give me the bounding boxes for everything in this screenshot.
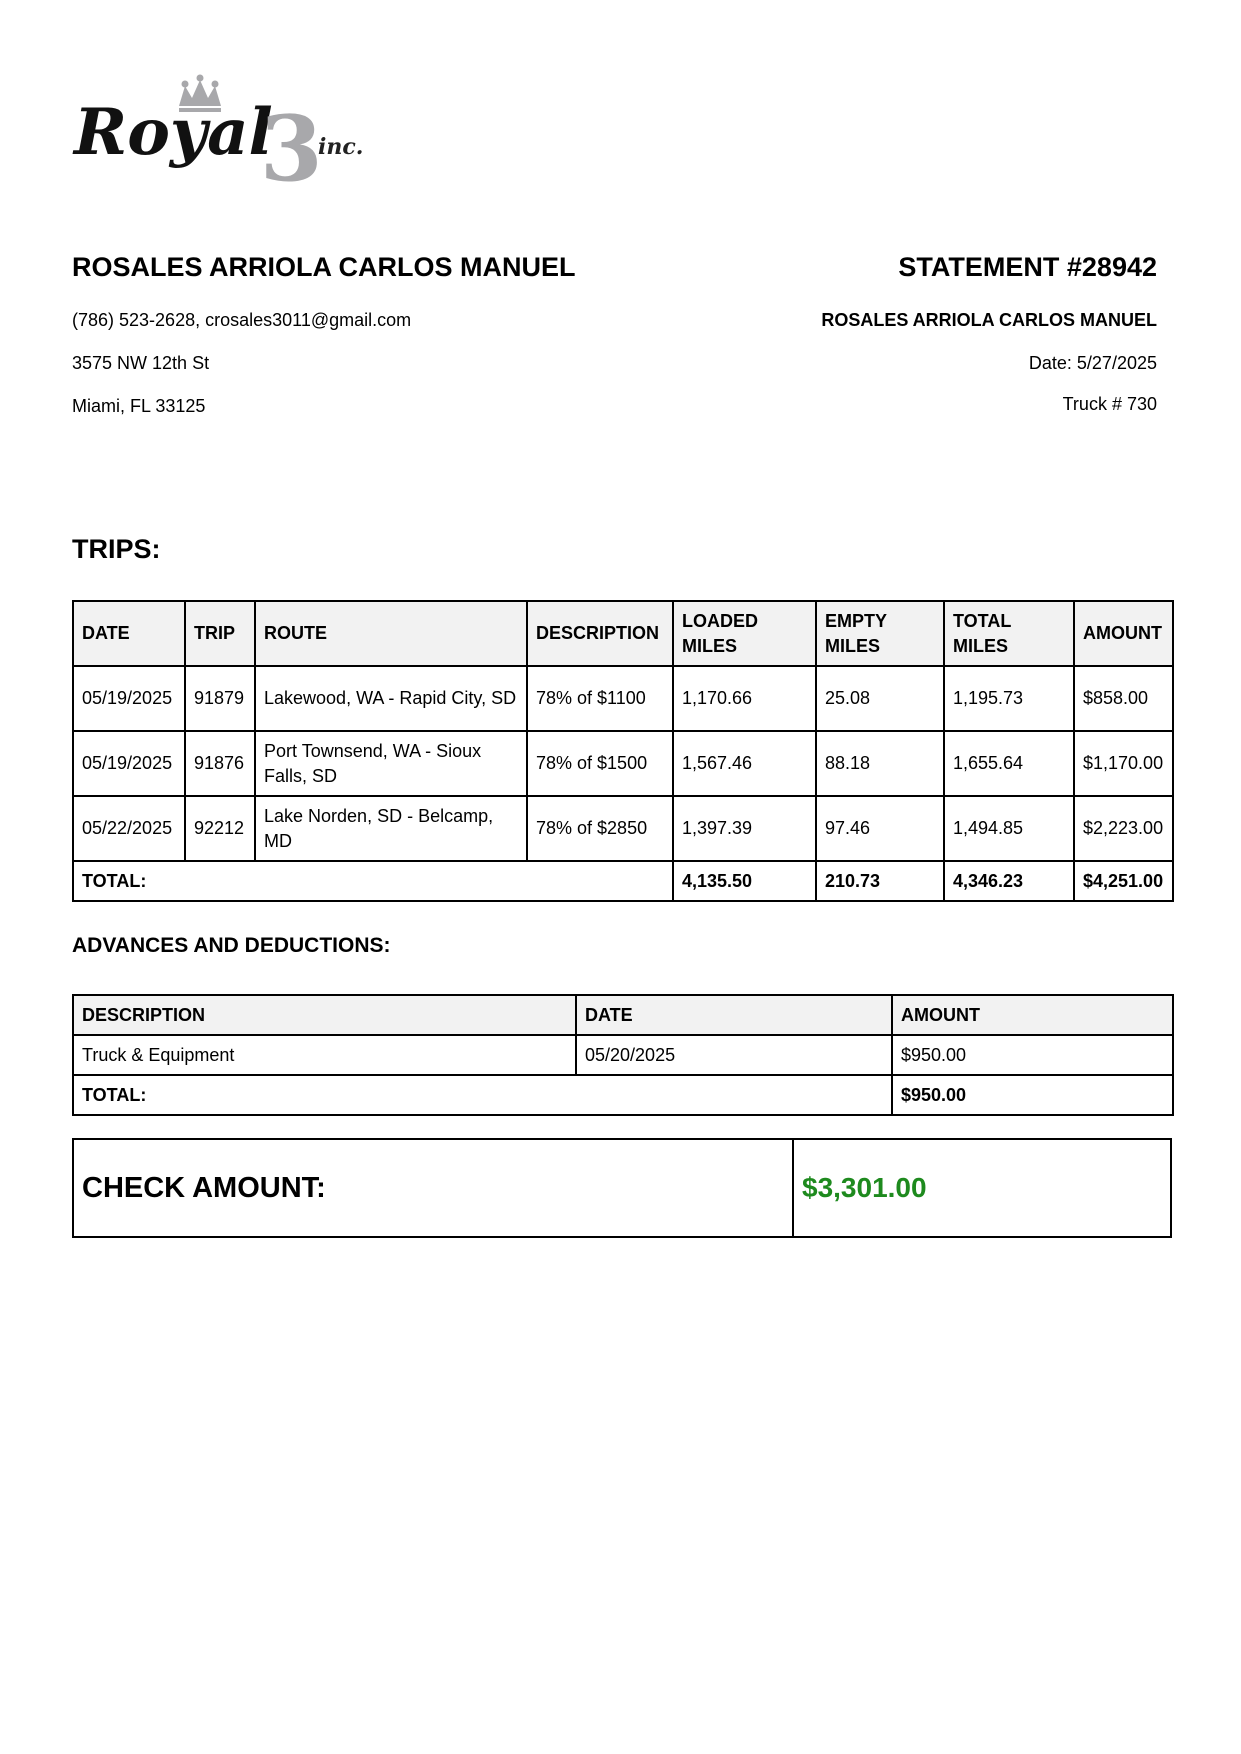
trip-empty-miles: 88.18 bbox=[816, 731, 944, 796]
deductions-heading: ADVANCES AND DEDUCTIONS: bbox=[72, 934, 391, 957]
statement-truck: Truck # 730 bbox=[1062, 394, 1157, 414]
trip-date: 05/19/2025 bbox=[73, 731, 185, 796]
trip-amount: $1,170.00 bbox=[1074, 731, 1173, 796]
trips-total-label: TOTAL: bbox=[73, 861, 673, 901]
trip-description: 78% of $1100 bbox=[527, 666, 673, 731]
deduction-description: Truck & Equipment bbox=[73, 1035, 576, 1075]
trip-route: Lakewood, WA - Rapid City, SD bbox=[255, 666, 527, 731]
table-row bbox=[73, 666, 1173, 731]
trip-loaded-miles: 1,170.66 bbox=[673, 666, 816, 731]
statement-info bbox=[797, 250, 1157, 415]
trips-total-amount: $4,251.00 bbox=[1074, 861, 1173, 901]
trip-date: 05/22/2025 bbox=[73, 796, 185, 861]
col-trip-header: TRIP bbox=[185, 601, 255, 666]
trips-header-row bbox=[73, 601, 1173, 666]
trip-route: Port Townsend, WA - Sioux Falls, SD bbox=[255, 731, 527, 796]
trip-empty-miles: 97.46 bbox=[816, 796, 944, 861]
col-description-header: DESCRIPTION bbox=[527, 601, 673, 666]
statement-title: STATEMENT #28942 bbox=[898, 252, 1157, 282]
trip-loaded-miles: 1,397.39 bbox=[673, 796, 816, 861]
trip-amount: $858.00 bbox=[1074, 666, 1173, 731]
trips-total-empty: 210.73 bbox=[816, 861, 944, 901]
trips-total-miles: 4,346.23 bbox=[944, 861, 1074, 901]
trip-description: 78% of $2850 bbox=[527, 796, 673, 861]
col-loaded-miles-header: LOADED MILES bbox=[673, 601, 816, 666]
ded-col-amount-header: AMOUNT bbox=[892, 995, 1173, 1035]
trip-number: 91879 bbox=[185, 666, 255, 731]
col-route-header: ROUTE bbox=[255, 601, 527, 666]
col-date-header: DATE bbox=[73, 601, 185, 666]
company-logo bbox=[72, 72, 392, 192]
driver-city: Miami, FL 33125 bbox=[72, 396, 206, 416]
statement-date: Date: 5/27/2025 bbox=[1028, 353, 1157, 373]
deductions-table bbox=[72, 994, 1174, 1116]
trip-route: Lake Norden, SD - Belcamp, MD bbox=[255, 796, 527, 861]
trip-number: 92212 bbox=[185, 796, 255, 861]
ded-col-description-header: DESCRIPTION bbox=[73, 995, 576, 1035]
trips-total-loaded: 4,135.50 bbox=[673, 861, 816, 901]
ded-col-date-header: DATE bbox=[576, 995, 892, 1035]
col-total-miles-header: TOTAL MILES bbox=[944, 601, 1074, 666]
check-amount-value: $3,301.00 bbox=[802, 1172, 927, 1203]
trip-amount: $2,223.00 bbox=[1074, 796, 1173, 861]
col-empty-miles-header: EMPTY MILES bbox=[816, 601, 944, 666]
driver-street: 3575 NW 12th St bbox=[72, 353, 210, 373]
table-row bbox=[73, 731, 1173, 796]
svg-text:Royal: Royal bbox=[74, 95, 273, 170]
svg-text:3: 3 bbox=[260, 96, 323, 192]
trip-date: 05/19/2025 bbox=[73, 666, 185, 731]
trip-total-miles: 1,655.64 bbox=[944, 731, 1074, 796]
driver-contact: (786) 523-2628, crosales3011@gmail.com bbox=[72, 310, 412, 330]
trip-number: 91876 bbox=[185, 731, 255, 796]
svg-text:inc.: inc. bbox=[318, 134, 364, 160]
crown-logo-icon bbox=[72, 72, 392, 192]
col-amount-header: AMOUNT bbox=[1074, 601, 1173, 666]
trip-total-miles: 1,195.73 bbox=[944, 666, 1074, 731]
trip-description: 78% of $1500 bbox=[527, 731, 673, 796]
trip-total-miles: 1,494.85 bbox=[944, 796, 1074, 861]
trip-empty-miles: 25.08 bbox=[816, 666, 944, 731]
trip-loaded-miles: 1,567.46 bbox=[673, 731, 816, 796]
trips-total-row bbox=[73, 861, 1173, 901]
statement-recipient: ROSALES ARRIOLA CARLOS MANUEL bbox=[821, 310, 1157, 330]
trips-table bbox=[72, 600, 1174, 902]
deductions-total-row bbox=[73, 1075, 1173, 1115]
deduction-date: 05/20/2025 bbox=[576, 1035, 892, 1075]
table-row bbox=[73, 796, 1173, 861]
trips-heading: TRIPS: bbox=[72, 534, 161, 564]
deductions-total-amount: $950.00 bbox=[892, 1075, 1173, 1115]
table-row bbox=[73, 1035, 1173, 1075]
deduction-amount: $950.00 bbox=[892, 1035, 1173, 1075]
check-amount-box bbox=[72, 1138, 1172, 1238]
driver-name: ROSALES ARRIOLA CARLOS MANUEL bbox=[72, 252, 576, 282]
driver-info bbox=[72, 250, 712, 417]
check-amount-label: CHECK AMOUNT: bbox=[74, 1140, 794, 1236]
deductions-header-row bbox=[73, 995, 1173, 1035]
deductions-total-label: TOTAL: bbox=[73, 1075, 892, 1115]
